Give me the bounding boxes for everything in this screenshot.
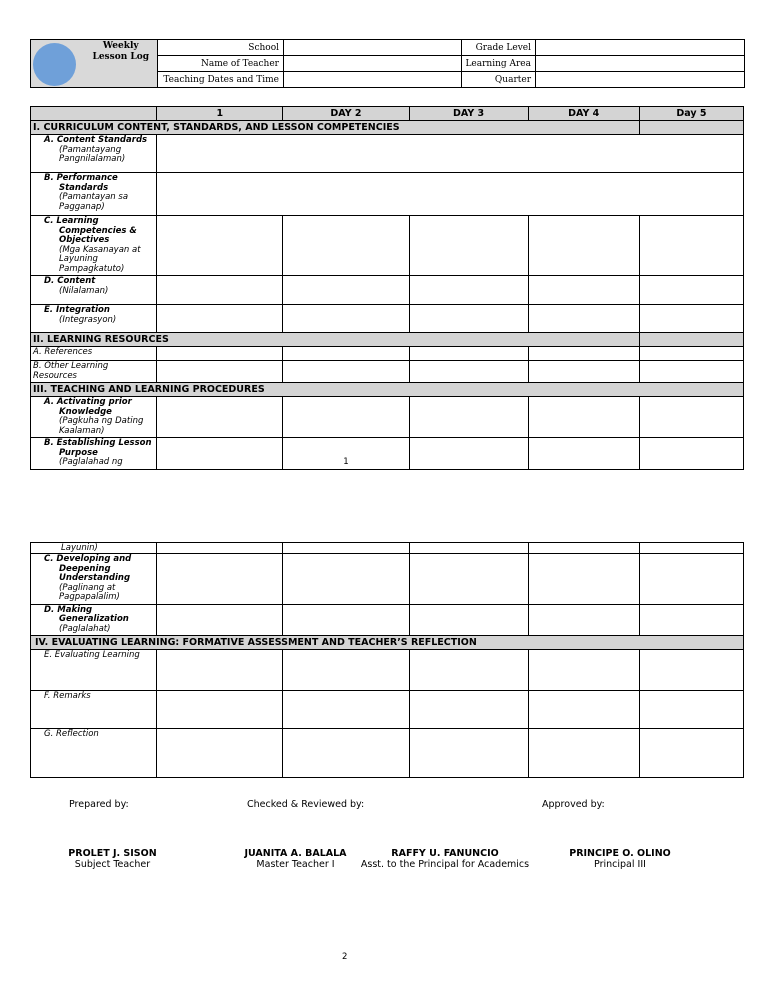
integration-day4[interactable]	[528, 305, 639, 333]
reflection-day2[interactable]	[283, 729, 409, 778]
checked-by-label: Checked & Reviewed by:	[247, 799, 365, 810]
performance-standards-field[interactable]	[157, 173, 744, 216]
generalization-day1[interactable]	[157, 604, 283, 636]
approved-by-label: Approved by:	[542, 799, 605, 810]
generalization-label: D. Making Generalization (Paglalahat)	[31, 604, 157, 636]
signatory-name: PRINCIPE O. OLINO	[569, 848, 671, 859]
activating-day4[interactable]	[528, 397, 639, 438]
content-day3[interactable]	[409, 276, 528, 305]
content-day5[interactable]	[639, 276, 743, 305]
teacher-label: Name of Teacher	[158, 56, 284, 72]
evaluating-day4[interactable]	[528, 650, 639, 691]
content-day1[interactable]	[157, 276, 283, 305]
other-resources-day3[interactable]	[409, 361, 528, 383]
integration-day2[interactable]	[283, 305, 409, 333]
competencies-label: C. Learning Competencies & Objectives (Mga Kasanayan at Layuning Pampagkatuto)	[31, 216, 157, 276]
remarks-day3[interactable]	[409, 691, 528, 729]
integration-day5[interactable]	[639, 305, 743, 333]
col-header-day4: DAY 4	[528, 107, 639, 121]
purpose-day1[interactable]	[157, 438, 283, 470]
activating-knowledge-label: A. Activating prior Knowledge (Pagkuha ng Dating Kaalaman)	[31, 397, 157, 438]
content-standards-label: A. Content Standards (Pamantayang Pangnilalaman)	[31, 135, 157, 173]
developing-day4[interactable]	[528, 554, 639, 605]
evaluating-day5[interactable]	[639, 650, 743, 691]
dates-label: Teaching Dates and Time	[158, 72, 284, 88]
lesson-table-page-1	[30, 106, 744, 470]
competencies-day1[interactable]	[157, 216, 283, 276]
prepared-by-label: Prepared by:	[69, 799, 129, 810]
school-label: School	[158, 40, 284, 56]
references-label: A. References	[31, 347, 157, 361]
reflection-day1[interactable]	[157, 729, 283, 778]
dates-field[interactable]	[284, 72, 462, 88]
integration-day3[interactable]	[409, 305, 528, 333]
page-number-1: 1	[343, 457, 349, 467]
quarter-field[interactable]	[536, 72, 745, 88]
signatory-subject-teacher	[50, 848, 175, 870]
section-4-title: IV. EVALUATING LEARNING: FORMATIVE ASSESSMENT AND TEACHER’S REFLECTION	[31, 636, 744, 650]
lesson-table-page-2	[30, 542, 744, 778]
logo-cell	[31, 40, 158, 88]
generalization-day5[interactable]	[639, 604, 743, 636]
remarks-day4[interactable]	[528, 691, 639, 729]
integration-label: E. Integration (Integrasyon)	[31, 305, 157, 333]
col-header-day5: Day 5	[639, 107, 743, 121]
generalization-day2[interactable]	[283, 604, 409, 636]
signatory-title: Asst. to the Principal for Academics	[360, 859, 530, 870]
references-day1[interactable]	[157, 347, 283, 361]
remarks-day1[interactable]	[157, 691, 283, 729]
references-day2[interactable]	[283, 347, 409, 361]
generalization-day4[interactable]	[528, 604, 639, 636]
header-table	[30, 39, 745, 88]
developing-day2[interactable]	[283, 554, 409, 605]
integration-day1[interactable]	[157, 305, 283, 333]
other-resources-label: B. Other Learning Resources	[31, 361, 157, 383]
references-day5[interactable]	[639, 347, 743, 361]
signatory-master-teacher	[233, 848, 358, 870]
remarks-label: F. Remarks	[31, 691, 157, 729]
purpose-day4[interactable]	[528, 438, 639, 470]
col-header-day2: DAY 2	[283, 107, 409, 121]
learning-area-field[interactable]	[536, 56, 745, 72]
evaluating-day3[interactable]	[409, 650, 528, 691]
developing-day1[interactable]	[157, 554, 283, 605]
teacher-field[interactable]	[284, 56, 462, 72]
grade-level-label: Grade Level	[462, 40, 536, 56]
remarks-day2[interactable]	[283, 691, 409, 729]
reflection-label: G. Reflection	[31, 729, 157, 778]
log-title: Weekly Lesson Log	[92, 41, 149, 62]
signatory-principal	[550, 848, 690, 870]
school-logo-icon	[33, 43, 76, 86]
developing-day5[interactable]	[639, 554, 743, 605]
signatory-asst-principal	[360, 848, 530, 870]
signatory-title: Subject Teacher	[74, 859, 151, 870]
purpose-day5[interactable]	[639, 438, 743, 470]
content-day4[interactable]	[528, 276, 639, 305]
reflection-day3[interactable]	[409, 729, 528, 778]
reflection-day5[interactable]	[639, 729, 743, 778]
activating-day5[interactable]	[639, 397, 743, 438]
generalization-day3[interactable]	[409, 604, 528, 636]
activating-day3[interactable]	[409, 397, 528, 438]
col-header-day3: DAY 3	[409, 107, 528, 121]
section-3-title: III. TEACHING AND LEARNING PROCEDURES	[31, 383, 744, 397]
purpose-day3[interactable]	[409, 438, 528, 470]
signatory-name: PROLET J. SISON	[68, 848, 157, 859]
signatory-title: Principal III	[594, 859, 646, 870]
references-day4[interactable]	[528, 347, 639, 361]
remarks-day5[interactable]	[639, 691, 743, 729]
evaluating-day2[interactable]	[283, 650, 409, 691]
evaluating-learning-label: E. Evaluating Learning	[31, 650, 157, 691]
competencies-day2[interactable]	[283, 216, 409, 276]
other-resources-day5[interactable]	[639, 361, 743, 383]
reflection-day4[interactable]	[528, 729, 639, 778]
competencies-day3[interactable]	[409, 216, 528, 276]
learning-area-label: Learning Area	[462, 56, 536, 72]
developing-day3[interactable]	[409, 554, 528, 605]
signatory-name: RAFFY U. FANUNCIO	[391, 848, 499, 859]
other-resources-day2[interactable]	[283, 361, 409, 383]
purpose-day2[interactable]	[283, 438, 409, 470]
competencies-day4[interactable]	[528, 216, 639, 276]
section-1-title: I. CURRICULUM CONTENT, STANDARDS, AND LESSON COMPETENCIES	[31, 121, 640, 135]
developing-understanding-label: C. Developing and Deepening Understanding (Paglinang at Pagpapalalim)	[31, 554, 157, 605]
signatory-title: Master Teacher I	[256, 859, 335, 870]
section-2-title: II. LEARNING RESOURCES	[31, 333, 640, 347]
lesson-purpose-label: B. Establishing Lesson Purpose (Paglalahad ng	[31, 438, 157, 470]
performance-standards-label: B. Performance Standards (Pamantayan sa Pagganap)	[31, 173, 157, 216]
activating-day1[interactable]	[157, 397, 283, 438]
evaluating-day1[interactable]	[157, 650, 283, 691]
content-standards-field[interactable]	[157, 135, 744, 173]
corner-cell	[31, 107, 157, 121]
signatory-name: JUANITA A. BALALA	[244, 848, 347, 859]
activating-day2[interactable]	[283, 397, 409, 438]
other-resources-day1[interactable]	[157, 361, 283, 383]
content-day2[interactable]	[283, 276, 409, 305]
references-day3[interactable]	[409, 347, 528, 361]
quarter-label: Quarter	[462, 72, 536, 88]
lesson-purpose-label-cont: Layunin)	[31, 543, 157, 554]
content-label: D. Content (Nilalaman)	[31, 276, 157, 305]
grade-level-field[interactable]	[536, 40, 745, 56]
other-resources-day4[interactable]	[528, 361, 639, 383]
competencies-day5[interactable]	[639, 216, 743, 276]
col-header-1: 1	[157, 107, 283, 121]
page-number-2: 2	[342, 952, 348, 962]
school-field[interactable]	[284, 40, 462, 56]
